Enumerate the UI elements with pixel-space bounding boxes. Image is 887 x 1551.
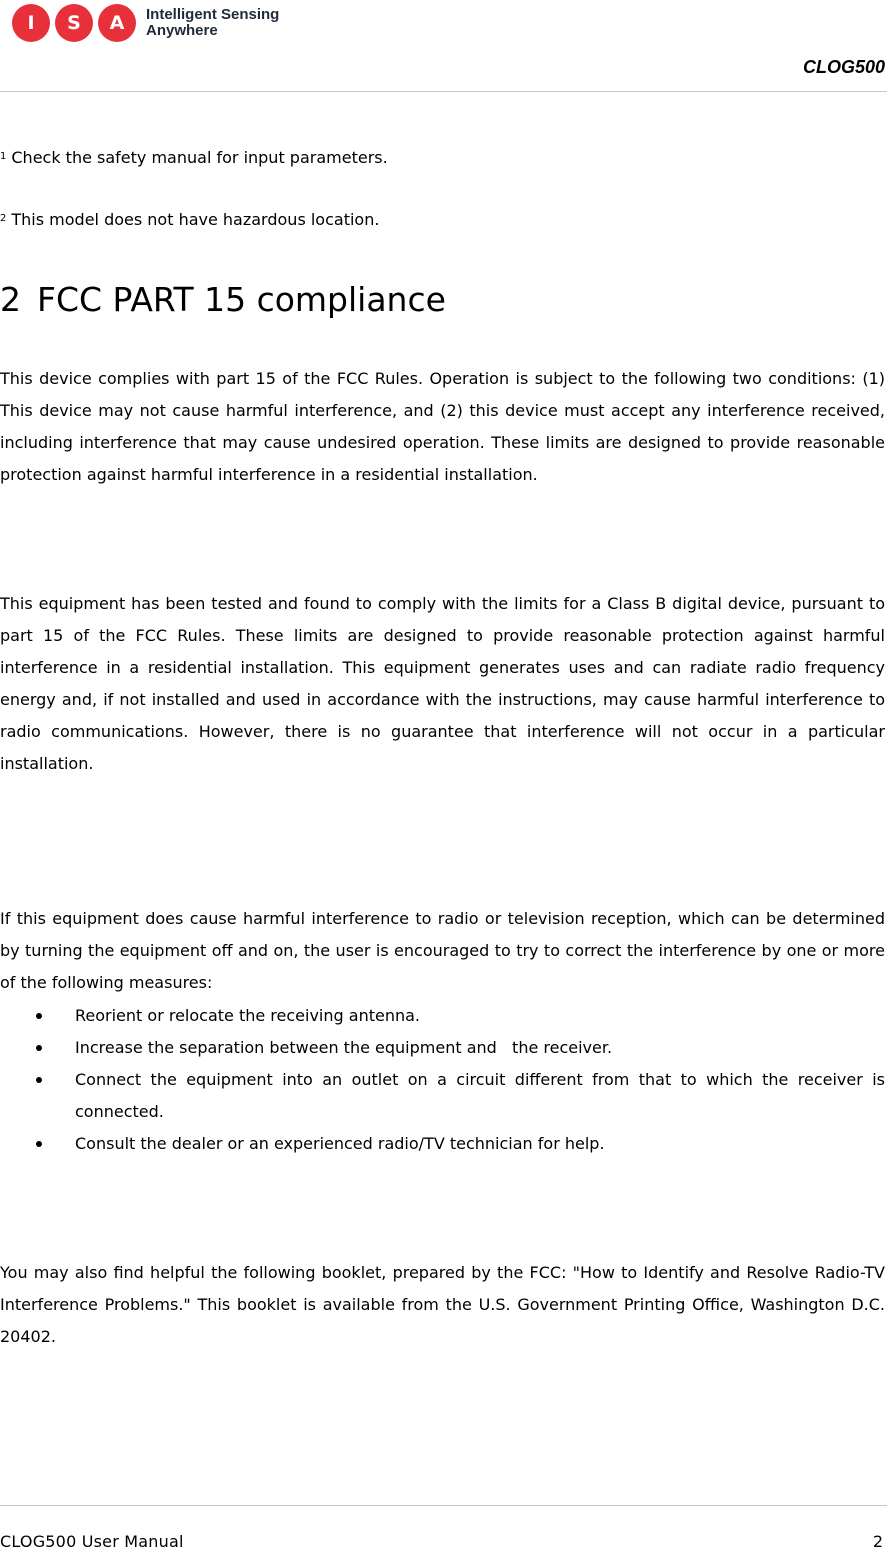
list-item-text: Connect the equipment into an outlet on a circuit different from that to which the receiver is connected. [75, 1070, 885, 1121]
footnote-2-text: This model does not have hazardous location. [11, 210, 380, 229]
document-code: CLOG500 [802, 57, 885, 77]
footnote-1-mark: 1 [0, 151, 7, 162]
list-item-text: Reorient or relocate the receiving antenna. [75, 1006, 420, 1025]
paragraph-compliance-conditions: This device complies with part 15 of the FCC Rules. Operation is subject to the following two conditions: (1) This device may not cause harmful interference, and (2) this device must accept any interference received, including interference that may cause undesired operation. These limits are designed to provide reasonable protection against harmful interference in a residential installation. [0, 369, 885, 484]
section-heading [0, 280, 446, 319]
measures-list [0, 1000, 885, 1160]
list-item [0, 1128, 885, 1160]
isa-logo [12, 3, 279, 43]
section-number: 2 [0, 280, 21, 319]
footnote-1 [0, 148, 388, 168]
page-header [0, 0, 887, 92]
bullet-icon [36, 1045, 42, 1051]
footer-manual-name: CLOG500 User Manual [0, 1532, 184, 1551]
logo-circle-i: I [12, 4, 50, 42]
footnote-2-mark: 2 [0, 213, 7, 224]
list-item [0, 1032, 885, 1064]
logo-tagline-line1: Intelligent Sensing [146, 6, 280, 23]
list-item-text: Consult the dealer or an experienced radio/TV technician for help. [75, 1134, 605, 1153]
footer-divider [0, 1505, 887, 1506]
paragraph-class-b-limits: This equipment has been tested and found to comply with the limits for a Class B digital device, pursuant to part 15 of the FCC Rules. These limits are designed to provide reasonable protection against harmful interference in a residential installation. This equipment generates uses and can radiate radio frequency energy and, if not installed and used in accordance with the instructions, may cause harmful interference to radio communications. However, there is no guarantee that interference will not occur in a particular installation. [0, 594, 885, 773]
logo-circle-a: A [98, 4, 136, 42]
section-title: FCC PART 15 compliance [37, 280, 446, 319]
bullet-icon [36, 1141, 42, 1147]
list-item-text: Increase the separation between the equipment and the receiver. [75, 1038, 613, 1057]
logo-tagline [146, 7, 279, 39]
logo-circle-s: S [55, 4, 93, 42]
footer-page-number: 2 [872, 1532, 883, 1551]
bullet-icon [36, 1013, 42, 1019]
bullet-icon [36, 1077, 42, 1083]
footnote-1-text: Check the safety manual for input parameters. [11, 148, 388, 167]
logo-tagline-line2: Anywhere [146, 22, 218, 39]
list-item [0, 1064, 885, 1128]
paragraph-interference-measures-intro: If this equipment does cause harmful interference to radio or television reception, which can be determined by turning the equipment off and on, the user is encouraged to try to correct the interference by one or more of the following measures: [0, 909, 885, 992]
paragraph-fcc-booklet: You may also find helpful the following booklet, prepared by the FCC: "How to Identify and Resolve Radio-TV Interference Problems." This booklet is available from the U.S. Government Printing Office, Washington D.C. 20402. [0, 1263, 885, 1346]
footnote-2 [0, 210, 379, 230]
header-divider [0, 91, 887, 92]
list-item [0, 1000, 885, 1032]
